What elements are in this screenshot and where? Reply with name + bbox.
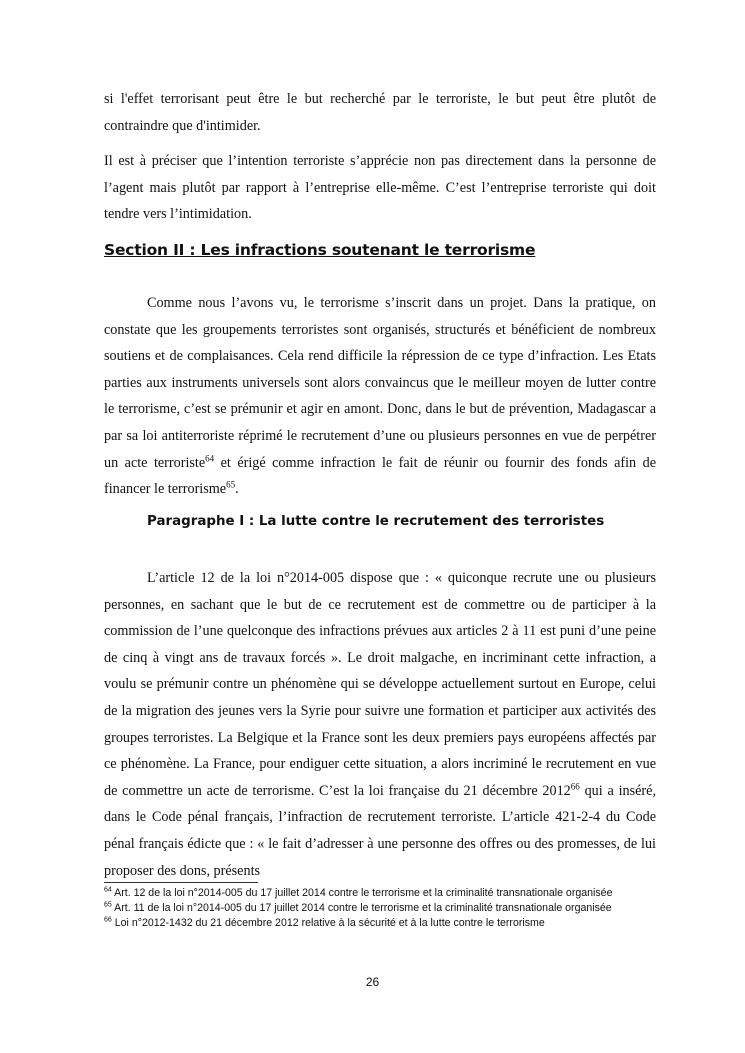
footnotes — [104, 886, 656, 932]
paragraph-article-12-text-1: L’article 12 de la loi n°2014-005 dispose que : « quiconque recrute une ou plusieurs personnes, en sachant que le but de ce recrutement est de commettre ou de participer à la commission de l’une quelconque des infractions prévues aux articles 2 à 11 est puni d’une peine de cinq à vingt ans de travaux forcés ». Le droit malgache, en incriminant cette infraction, a voulu se prémunir contre un phénomène qui se développe actuellement surtout en Europe, celui de la migration des jeunes vers la Syrie pour suivre une formation et participer aux activités des groupes terroristes. La Belgique et la France sont les deux premiers pays européens affectés par ce phénomène. La France, pour endiguer cette situation, a alors incriminé le recrutement en vue de commettre un acte de terrorisme. C’est la loi française du 21 décembre 2012 — [104, 570, 656, 799]
footnote-text: Art. 11 de la loi n°2014-005 du 17 juillet 2014 contre le terrorisme et la criminalité transnationale organisée — [111, 902, 612, 915]
paragraph-section-intro — [104, 290, 656, 503]
footnote-separator — [104, 882, 258, 883]
paragraph-section-intro-text-1: Comme nous l’avons vu, le terrorisme s’inscrit dans un projet. Dans la pratique, on constate que les groupements terroristes sont organisés, structurés et bénéficient de nombreux soutiens et de complaisances. Cela rend difficile la répression de ce type d’infraction. Les Etats parties aux instruments universels sont alors convaincus que le meilleur moyen de lutter contre le terrorisme, c’est se prémunir et agir en amont. Donc, dans le but de prévention, Madagascar a par sa loi antiterroriste réprimé le recrutement d’une ou plusieurs personnes en vue de perpétrer un acte terroriste — [104, 295, 656, 471]
paragraph-article-12 — [104, 565, 656, 884]
page-number: 26 — [365, 975, 380, 989]
footnote-65 — [104, 901, 656, 916]
footnote-text: Art. 12 de la loi n°2014-005 du 17 juillet 2014 contre le terrorisme et la criminalité transnationale organisée — [111, 887, 613, 899]
footnote-ref-65: 65 — [226, 479, 236, 490]
footnote-number: 65 — [104, 901, 112, 909]
paragraph-section-intro-text-3: . — [235, 481, 239, 498]
footnote-text: Loi n°2012-1432 du 21 décembre 2012 relative à la sécurité et à la lutte contre le terrorisme — [111, 917, 545, 930]
paragraph-intention: Il est à préciser que l’intention terroriste s’apprécie non pas directement dans la personne de l’agent mais plutôt par rapport à l’entreprise elle-même. C’est l’entreprise terroriste qui doit tendre vers l’intimidation. — [104, 153, 656, 223]
section-heading: Section II : Les infractions soutenant le terrorisme — [104, 241, 536, 259]
paragraph-intro: si l'effet terrorisant peut être le but recherché par le terroriste, le but peut être plutôt de contraindre que d'intimider. — [104, 91, 656, 134]
footnote-ref-66: 66 — [570, 781, 580, 792]
footnote-number: 64 — [104, 886, 112, 894]
paragraph-section-intro-text-2: et érigé comme infraction le fait de réunir ou fournir des fonds afin de financer le terrorisme — [104, 454, 656, 498]
footnote-ref-64: 64 — [205, 452, 215, 463]
footnote-number: 66 — [104, 916, 112, 924]
footnote-64 — [104, 886, 656, 901]
paragraph-heading: Paragraphe I : La lutte contre le recrutement des terroristes — [147, 514, 605, 529]
paragraph-article-12-text-2: qui a inséré, dans le Code pénal français, l’infraction de recrutement terroriste. L’article 421-2-4 du Code pénal français édicte que : « le fait d’adresser à une personne des offres ou des promesses, de lui proposer des dons, présents — [104, 782, 656, 879]
footnote-66 — [104, 916, 656, 931]
